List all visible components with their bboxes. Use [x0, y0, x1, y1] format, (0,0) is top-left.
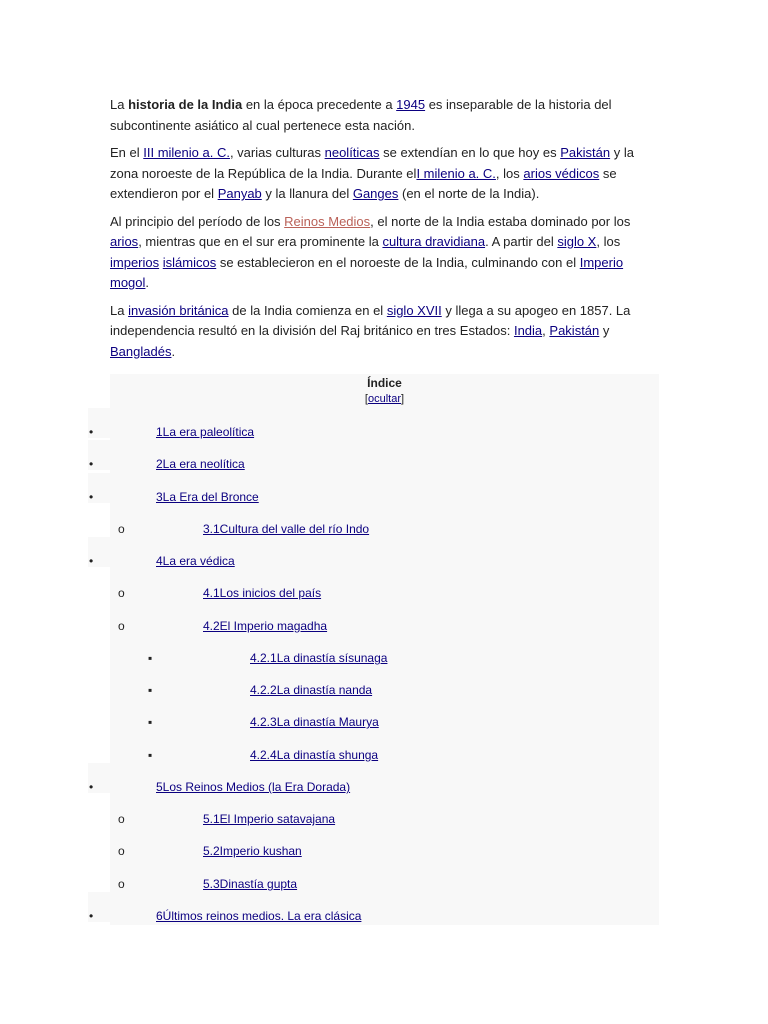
article-link[interactable]: neolíticas [324, 145, 380, 160]
toc-bullet: ▪ [148, 651, 153, 665]
article-text: en la época precedente a [242, 97, 397, 112]
toc-bullet: • [89, 490, 94, 504]
article-text: se establecieron en el noroeste de la India, culminando con el [216, 254, 580, 270]
toc-entry[interactable]: 4.2.2La dinastía nanda [250, 683, 373, 697]
article-text: , mientras que en el sur era prominente la [138, 234, 383, 249]
toc-entry[interactable]: 5Los Reinos Medios (la Era Dorada) [156, 780, 351, 794]
toc-entry[interactable]: 4.2El Imperio magadha [203, 619, 328, 633]
toc-entry[interactable]: 4.2.4La dinastía shunga [250, 748, 379, 762]
article-text: se extendían en lo que hoy es [379, 145, 561, 160]
article-link[interactable]: cultura dravidiana [382, 234, 486, 249]
article-text: En el [110, 145, 144, 160]
article-text: . [145, 275, 150, 290]
toc-bullet: o [118, 877, 125, 891]
toc-entry[interactable]: 3.1Cultura del valle del río Indo [203, 522, 370, 536]
article-text: La [110, 302, 129, 318]
article-text: y llega a su apogeo en 1857. La independencia resultó en la división del Raj británico en tres Estados: [110, 302, 631, 338]
toc-bullet: • [89, 457, 94, 471]
toc-entry[interactable]: 5.1El Imperio satavajana [203, 812, 336, 826]
toc-bullet: • [89, 909, 94, 923]
toc-bullet: o [118, 586, 125, 600]
article-text: La [110, 97, 129, 112]
toc-entry[interactable]: 1La era paleolítica [156, 425, 255, 439]
article-link[interactable]: Bangladés [110, 343, 172, 359]
article-link[interactable]: Ganges [352, 186, 399, 201]
toc-entry[interactable]: 5.3Dinastía gupta [203, 877, 298, 891]
toc-entry[interactable]: 4.2.1La dinastía sísunaga [250, 651, 388, 665]
article-link[interactable]: India [513, 323, 543, 338]
toc-bullet: o [118, 619, 125, 633]
article-text: , [542, 323, 550, 338]
paragraph [110, 143, 662, 205]
article-link[interactable]: Pakistán [560, 145, 611, 160]
article-bold-term: historia de la India [128, 97, 243, 112]
article-link[interactable]: Reinos Medios [284, 213, 371, 229]
toc-toggle-close: ] [401, 393, 405, 405]
article-text: . A partir del [485, 234, 558, 249]
toc-bullet: o [118, 844, 125, 858]
article-text: y la zona noroeste de la República de la India. Durante el [110, 145, 634, 181]
toc-bullet: ▪ [148, 748, 153, 762]
article-link[interactable]: arios védicos [523, 165, 600, 181]
article-text: , el norte de la India estaba dominado por los [370, 213, 631, 229]
article-text: (en el norte de la India). [398, 186, 540, 201]
article-text: , varias culturas [229, 145, 325, 160]
article-text: y la llanura del [261, 186, 353, 201]
toc-bullet: ▪ [148, 683, 153, 697]
article-text: Al principio del período de los [110, 213, 285, 229]
article-text: y [599, 323, 610, 338]
article-body [110, 95, 662, 369]
toc-entry[interactable]: 2La era neolítica [156, 457, 245, 471]
toc-entry[interactable]: 5.2Imperio kushan [203, 844, 302, 858]
toc-entry[interactable]: 6Últimos reinos medios. La era clásica [156, 909, 362, 923]
article-link[interactable]: 1945 [396, 97, 426, 112]
toc-entry[interactable]: 4La era védica [156, 554, 235, 568]
article-text: de la India comienza en el [228, 302, 387, 318]
article-link[interactable]: siglo XVII [386, 302, 442, 318]
article-text: se extendieron por el [110, 165, 617, 201]
toc-bullet: • [89, 425, 94, 439]
toc-bullet: ▪ [148, 715, 153, 729]
toc-bullet: o [118, 812, 125, 826]
article-link[interactable]: Panyab [217, 186, 262, 201]
toc-entry[interactable]: 4.2.3La dinastía Maurya [250, 715, 379, 729]
article-link[interactable]: Pakistán [549, 323, 600, 338]
toc-header [110, 374, 659, 407]
article-link[interactable]: invasión británica [128, 302, 229, 318]
paragraph [110, 301, 662, 363]
article-link[interactable]: siglo X [557, 234, 597, 249]
article-link[interactable]: Imperio mogol [110, 254, 624, 290]
toc-bullet: • [89, 780, 94, 794]
article-link[interactable]: III milenio a. C. [143, 145, 230, 160]
article-text: , los [596, 234, 621, 249]
paragraph [110, 212, 662, 294]
toc-entry[interactable]: 3La Era del Bronce [156, 490, 259, 504]
toc-entry[interactable]: 4.1Los inicios del país [203, 586, 322, 600]
article-text: . [171, 343, 176, 359]
article-link[interactable]: arios [110, 234, 139, 249]
toc-toggle-open: [ [364, 393, 368, 405]
toc-title: Índice [367, 376, 402, 390]
toc-hide-link[interactable]: ocultar [367, 393, 402, 405]
toc-bullet: • [89, 554, 94, 568]
paragraph [110, 95, 662, 136]
toc-toggle [110, 391, 659, 407]
article-link[interactable]: islámicos [162, 254, 217, 270]
article-text: , los [495, 165, 524, 181]
article-link[interactable]: I milenio a. C. [416, 165, 496, 181]
article-text: es inseparable de la historia del subcontinente asiático al cual pertenece esta nación. [110, 97, 612, 133]
toc-bullet: o [118, 522, 125, 536]
article-link[interactable]: imperios [110, 254, 160, 270]
